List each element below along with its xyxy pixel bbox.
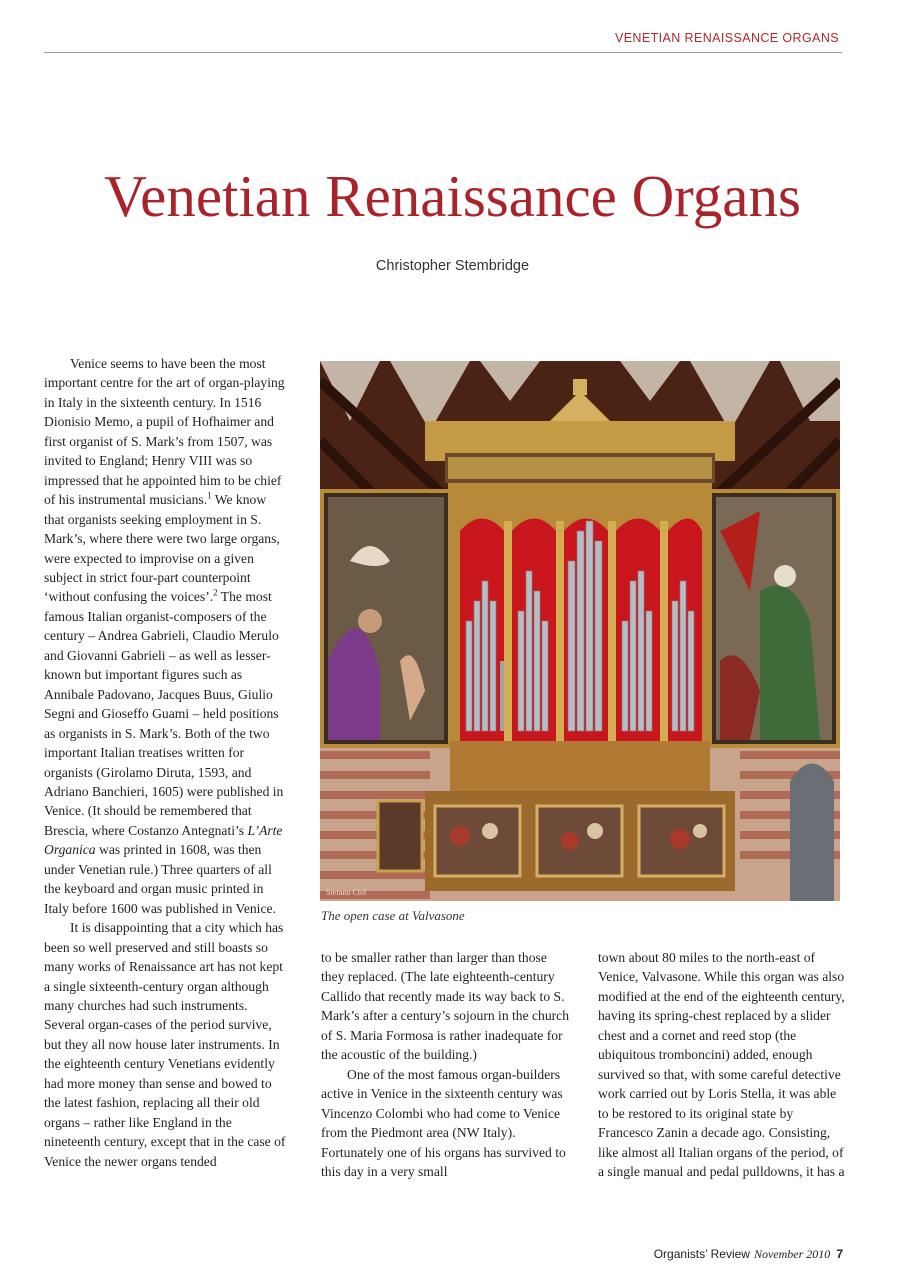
- paragraph-3: to be smaller rather than larger than those they replaced. (The late eighteenth-century Callido that recently made its way back to S. Mark’s after a century’s sojourn in the church of S. Maria Formosa is rather inadequate for the acoustic of the building.): [321, 950, 570, 1063]
- header-rule: [44, 52, 842, 53]
- article-author: Christopher Stembridge: [375, 258, 530, 274]
- paragraph-2: It is disappointing that a city which has been so well preserved and still boasts so many works of Renaissance art has not kept a single sixteenth-century organ although many churches had such instruments. Several organ-cases of the period survive, but they all now house later instruments. In the eighteenth century Venetians evidently had more money than sense and bowed to the latest fashion, replacing all their old organs – rather like England in the nineteenth century, except that in the case of Venice the newer organs tended: [44, 920, 286, 1169]
- organ-illustration: [320, 361, 840, 901]
- page-footer: [654, 1247, 843, 1262]
- book-title-italic: L’Arte Organica: [44, 822, 283, 858]
- paragraph-1-text-c: The most famous Italian organist-composers of the century – Andrea Gabrieli, Claudio Merulo and Giovanni Gabrieli – as well as lesser-known but important figures such as Annibale Padovano, Jacques Buus, Giulio Segni and Gioseffo Guami – held positions as organists in S. Mark’s. Both of the two important Italian treatises written for organists (Girolamo Diruta, 1593, and Adriano Banchieri, 1605) were published in Venice. (It should be remembered that Brescia, where Costanzo Antegnati’s: [44, 589, 284, 838]
- running-head: VENETIAN RENAISSANCE ORGANS: [614, 31, 839, 45]
- paragraph-1: [44, 354, 289, 918]
- photo-caption: The open case at Valvasone: [321, 908, 465, 923]
- paragraph-4: One of the most famous organ-builders active in Venice in the sixteenth century was Vincenzo Colombi who had come to Venice from the Piedmont area (NW Italy). Fortunately one of his organs has survived to this day in a very small: [321, 1066, 566, 1179]
- paragraph-5: town about 80 miles to the north-east of Venice, Valvasone. While this organ was also modified at the end of the eighteenth century, having its spring-chest replaced by a slider chest and a cornet and reed stop (the ubiquitous tromboncini) added, enough survived so that, with some careful detective work carried out by Loris Stella, it was able to be restored to its original state by Francesco Zanin a decade ago. Consisting, like almost all Italian organs of the period, of a single manual and pedal pulldowns, it has a: [598, 950, 845, 1179]
- column-3: [598, 948, 845, 1181]
- footnote-ref-2: 2: [213, 587, 218, 598]
- page-number: 7: [836, 1247, 843, 1261]
- footer-publication: Organists’ Review: [653, 1247, 750, 1261]
- paragraph-1-text-b: We know that organists seeking employment in S. Mark’s, where there were two large organs, were expected to improvise on a given subject in strict four-part counterpoint ‘without confusing the voices’.: [44, 492, 280, 605]
- photo-credit: Stefano Ciol: [326, 888, 367, 897]
- organ-photo: [320, 361, 840, 901]
- footnote-ref-1: 1: [207, 490, 212, 501]
- paragraph-1-text-a: Venice seems to have been the most important centre for the art of organ-playing in Italy in the sixteenth century. In 1516 Dionisio Memo, a pupil of Hofhaimer and first organist of S. Mark’s from 1507, was invited to England; Henry VIII was so impressed that he appointed him to be chief of his instrumental musicians.: [44, 356, 285, 508]
- column-2: [321, 948, 569, 1181]
- article-title: Venetian Renaissance Organs: [104, 163, 801, 229]
- column-1: [44, 354, 289, 1171]
- footer-date: November 2010: [753, 1247, 831, 1261]
- paragraph-1-text-d: was printed in 1608, was then under Venetian rule.) Three quarters of all the keyboard and organ music printed in Italy before 1600 was published in Venice.: [44, 842, 276, 916]
